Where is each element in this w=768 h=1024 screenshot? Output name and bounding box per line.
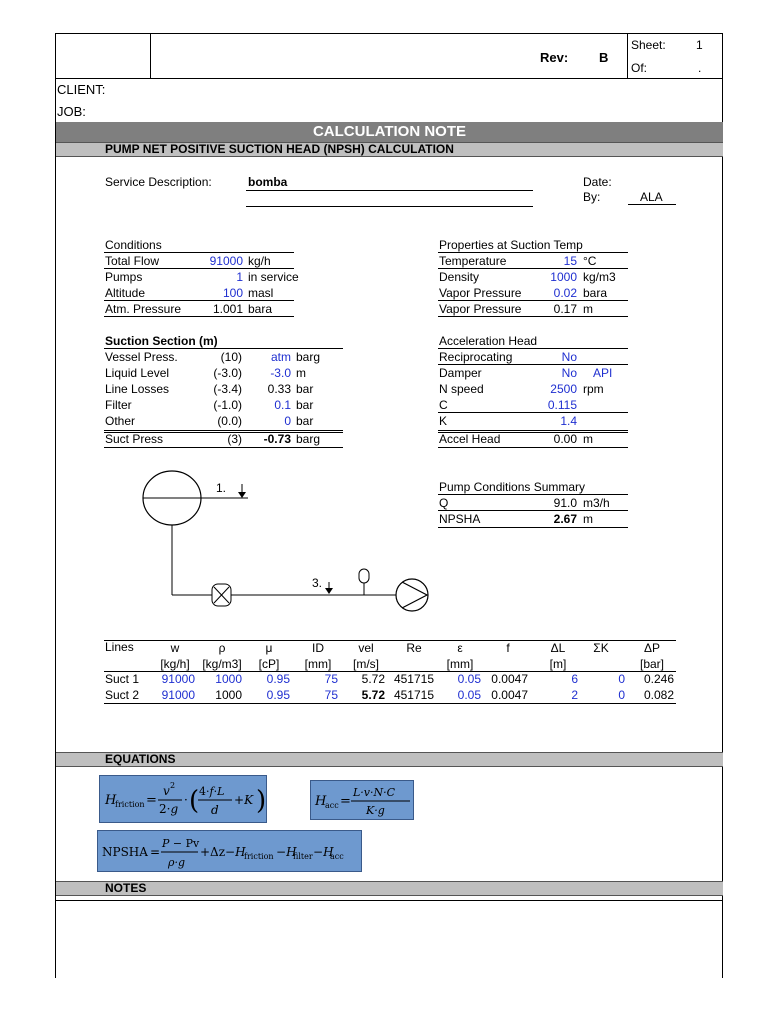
- properties-rule: [438, 268, 628, 269]
- suction-paren: (-1.0): [213, 398, 242, 412]
- lines-header: f: [506, 641, 510, 655]
- svg-text:L·v·N·C: L·v·N·C: [353, 786, 396, 799]
- table-cell: 451715: [393, 672, 434, 686]
- svg-text:NPSHA: NPSHA: [102, 845, 148, 859]
- job-label: JOB:: [57, 104, 86, 119]
- conditions-title: Conditions: [105, 238, 162, 252]
- summary-label: NPSHA: [439, 512, 481, 526]
- by-value[interactable]: ALA: [640, 190, 663, 204]
- acceleration-rule: [438, 364, 628, 365]
- acceleration-rule-top: [438, 348, 628, 349]
- equations-title: EQUATIONS: [105, 752, 176, 766]
- header-bottom-border: [55, 78, 723, 79]
- conditions-unit: bara: [248, 302, 273, 316]
- acceleration-label: N speed: [439, 382, 484, 396]
- suction-rule-top: [104, 348, 343, 349]
- suction-label: Vessel Press.: [105, 350, 178, 364]
- conditions-rule-top: [104, 252, 294, 253]
- conditions-unit: in service: [248, 270, 299, 284]
- properties-label: Temperature: [439, 254, 507, 268]
- table-cell[interactable]: 75: [324, 672, 338, 686]
- suction-paren: (-3.4): [213, 382, 242, 396]
- service-underline-2: [246, 206, 533, 207]
- acceleration-label: Damper: [439, 366, 482, 380]
- suction-unit: m: [296, 366, 306, 380]
- summary-rule-bottom: [438, 527, 628, 528]
- svg-text:2·g: 2·g: [159, 802, 179, 816]
- properties-value: 0.17: [553, 302, 577, 316]
- table-cell[interactable]: 91000: [161, 688, 195, 702]
- by-underline: [628, 204, 676, 205]
- lines-header: Lines: [105, 640, 134, 654]
- acceleration-title: Acceleration Head: [439, 334, 538, 348]
- svg-text:H: H: [105, 793, 117, 808]
- suction-unit: bar: [296, 414, 314, 428]
- suction-total-unit: barg: [296, 432, 321, 446]
- properties-label: Vapor Pressure: [439, 302, 522, 316]
- conditions-label: Total Flow: [105, 254, 160, 268]
- summary-rule-top: [438, 494, 628, 495]
- acceleration-rule-total-1: [438, 430, 628, 431]
- acceleration-rule: [438, 412, 628, 413]
- table-cell: 5.72: [361, 688, 385, 702]
- table-cell: 0.0047: [491, 688, 528, 702]
- svg-text:4·f·L: 4·f·L: [199, 785, 225, 798]
- suction-unit: bar: [296, 382, 314, 396]
- summary-unit: m: [583, 512, 593, 526]
- sheet-value: 1: [696, 38, 703, 52]
- conditions-rule-bottom: [104, 316, 294, 317]
- svg-text:=: =: [150, 845, 161, 859]
- page-left-border: [55, 33, 56, 978]
- npsha-equation: [97, 830, 362, 872]
- of-value: .: [698, 61, 702, 75]
- acceleration-label: C: [439, 398, 448, 412]
- suction-total-value: -0.73: [263, 432, 291, 446]
- svg-text:H: H: [315, 794, 327, 809]
- table-cell[interactable]: 75: [324, 688, 338, 702]
- suction-value[interactable]: -3.0: [270, 366, 291, 380]
- level-arrow-icon: [238, 492, 246, 498]
- properties-value[interactable]: 15: [563, 254, 577, 268]
- conditions-rule: [104, 300, 294, 301]
- notes-title: NOTES: [105, 881, 147, 895]
- acceleration-rule-bottom: [438, 447, 628, 448]
- svg-text:−H: −H: [313, 845, 334, 859]
- properties-unit: °C: [583, 254, 597, 268]
- subtitle-band: [56, 142, 723, 157]
- table-cell: 0.246: [643, 672, 674, 686]
- table-row-name: Suct 2: [105, 688, 140, 702]
- svg-text:+Δz−H: +Δz−H: [200, 845, 246, 859]
- summary-label: Q: [439, 496, 449, 510]
- svg-text:acc: acc: [330, 852, 344, 861]
- lines-unit: [mm]: [446, 657, 474, 671]
- page-right-border: [722, 33, 723, 978]
- suction-diagram: [130, 460, 440, 620]
- conditions-label: Atm. Pressure: [105, 302, 182, 316]
- suction-rule-total-1: [104, 430, 343, 431]
- acceleration-unit: rpm: [583, 382, 604, 396]
- table-cell[interactable]: 0: [618, 672, 625, 686]
- acceleration-value[interactable]: 1.4: [560, 414, 577, 428]
- lines-header: ΣK: [593, 641, 609, 655]
- summary-unit: m3/h: [583, 496, 610, 510]
- lines-header: w: [170, 641, 180, 655]
- svg-text:friction: friction: [115, 800, 145, 809]
- of-label: Of:: [631, 61, 648, 75]
- rev-value: B: [599, 50, 609, 65]
- lines-unit: [kg/h]: [160, 657, 190, 671]
- table-cell: 451715: [393, 688, 434, 702]
- lines-header: ΔL: [550, 641, 566, 655]
- acceleration-label: Reciprocating: [439, 350, 513, 364]
- lines-header: ΔP: [643, 641, 661, 655]
- acceleration-value[interactable]: No: [561, 366, 577, 380]
- suction-value: 0.33: [267, 382, 291, 396]
- notes-area[interactable]: [56, 901, 722, 977]
- table-cell[interactable]: 0.95: [266, 672, 290, 686]
- header-divider-2: [627, 33, 628, 78]
- header-divider-1: [150, 33, 151, 78]
- suction-unit: bar: [296, 398, 314, 412]
- summary-value: 91.0: [553, 496, 577, 510]
- acceleration-value[interactable]: No: [561, 350, 577, 364]
- properties-unit: m: [583, 302, 593, 316]
- lines-header: Re: [406, 641, 422, 655]
- summary-rule: [438, 510, 628, 511]
- properties-rule-bottom: [438, 316, 628, 317]
- lines-header: ρ: [218, 641, 226, 655]
- suction-unit: barg: [296, 350, 321, 364]
- friction-equation: [99, 775, 267, 823]
- conditions-value: 1.001: [212, 302, 243, 316]
- summary-title: Pump Conditions Summary: [439, 480, 586, 494]
- suction-paren: (-3.0): [213, 366, 242, 380]
- svg-text:friction: friction: [244, 852, 274, 861]
- title-band: [56, 122, 723, 142]
- conditions-label: Altitude: [105, 286, 146, 300]
- properties-unit: bara: [583, 286, 608, 300]
- svg-text:=: =: [146, 793, 157, 808]
- diagram-label-1: 1.: [216, 481, 227, 495]
- table-cell: 0.0047: [491, 672, 528, 686]
- suction-rule-bottom: [104, 447, 343, 448]
- svg-text:−H: −H: [276, 845, 297, 859]
- table-cell: 1000: [215, 688, 242, 702]
- acceleration-total-unit: m: [583, 432, 593, 446]
- conditions-unit: masl: [248, 286, 274, 300]
- properties-value[interactable]: 1000: [550, 270, 577, 284]
- point3-arrow-icon: [325, 588, 333, 594]
- service-underline-1: [246, 190, 533, 191]
- svg-text:2: 2: [170, 781, 176, 790]
- svg-text:K·g: K·g: [366, 804, 385, 817]
- sheet-label: Sheet:: [631, 38, 666, 52]
- svg-text:(: (: [189, 786, 200, 816]
- properties-value[interactable]: 0.02: [553, 286, 577, 300]
- acceleration-total-value: 0.00: [553, 432, 577, 446]
- by-label: By:: [583, 190, 601, 204]
- table-cell[interactable]: 91000: [161, 672, 195, 686]
- properties-rule: [438, 300, 628, 301]
- properties-label: Density: [439, 270, 480, 284]
- svg-text:d: d: [211, 803, 219, 817]
- lines-unit: [m]: [549, 657, 567, 671]
- properties-label: Vapor Pressure: [439, 286, 522, 300]
- properties-rule-top: [438, 252, 628, 253]
- page-subtitle: PUMP NET POSITIVE SUCTION HEAD (NPSH) CALCULATION: [105, 142, 454, 156]
- table-cell[interactable]: 0.95: [266, 688, 290, 702]
- svg-text:=: =: [340, 794, 351, 809]
- conditions-unit: kg/h: [248, 254, 271, 268]
- page-title: CALCULATION NOTE: [312, 123, 467, 140]
- conditions-value[interactable]: 100: [222, 286, 243, 300]
- date-label: Date:: [583, 175, 612, 189]
- svg-text:ρ·g: ρ·g: [168, 856, 186, 869]
- service-description-value[interactable]: bomba: [248, 175, 288, 189]
- suction-label: Liquid Level: [105, 366, 170, 380]
- acceleration-unit[interactable]: API: [593, 366, 613, 380]
- lines-unit: [cP]: [258, 657, 280, 671]
- svg-text:v: v: [163, 784, 170, 798]
- lines-unit: [bar]: [639, 657, 664, 671]
- diagram-label-3: 3.: [312, 576, 323, 590]
- svg-text:P − Pv: P − Pv: [162, 837, 200, 850]
- gauge-icon: [359, 569, 369, 583]
- equations-band: [56, 752, 723, 767]
- lines-table-rule-bottom: [104, 703, 676, 704]
- lines-unit: [kg/m3]: [202, 657, 242, 671]
- conditions-value[interactable]: 1: [236, 270, 243, 284]
- suction-title: Suction Section (m): [105, 334, 218, 348]
- lines-header: vel: [358, 641, 374, 655]
- suction-total-label: Suct Press: [105, 432, 164, 446]
- client-label: CLIENT:: [57, 82, 106, 97]
- rev-label: Rev:: [540, 50, 569, 65]
- summary-value: 2.67: [553, 512, 577, 526]
- lines-header: ID: [312, 641, 324, 655]
- svg-text:+K: +K: [234, 793, 254, 807]
- table-cell[interactable]: 0.05: [457, 688, 481, 702]
- suction-label: Line Losses: [105, 382, 170, 396]
- notes-band: [56, 881, 723, 896]
- service-description-label: Service Description:: [105, 175, 212, 189]
- table-cell[interactable]: 2: [571, 688, 578, 702]
- suction-label: Filter: [105, 398, 132, 412]
- table-cell[interactable]: 6: [571, 672, 578, 686]
- suction-paren: (10): [220, 350, 242, 364]
- suction-paren: (0.0): [217, 414, 242, 428]
- suction-label: Other: [105, 414, 136, 428]
- properties-title: Properties at Suction Temp: [439, 238, 583, 252]
- table-cell[interactable]: 0.05: [457, 672, 481, 686]
- header-top-border: [55, 33, 723, 34]
- svg-text:·: ·: [184, 793, 188, 807]
- acceleration-equation: [310, 780, 414, 820]
- acceleration-value[interactable]: 2500: [550, 382, 577, 396]
- acceleration-total-label: Accel Head: [439, 432, 501, 446]
- conditions-value[interactable]: 91000: [209, 254, 243, 268]
- acceleration-value[interactable]: 0.115: [547, 398, 577, 412]
- lines-header: ε: [457, 641, 463, 655]
- conditions-rule: [104, 268, 294, 269]
- table-cell: 5.72: [361, 672, 385, 686]
- table-cell[interactable]: 0: [618, 688, 625, 702]
- pump-icon: [396, 579, 428, 611]
- suction-value[interactable]: 0: [284, 414, 291, 428]
- svg-text:): ): [256, 786, 266, 816]
- lines-unit: [mm]: [304, 657, 332, 671]
- lines-header: μ: [265, 641, 273, 655]
- table-cell[interactable]: 1000: [215, 672, 242, 686]
- suction-value[interactable]: 0.1: [274, 398, 291, 412]
- suction-total-paren: (3): [227, 432, 242, 446]
- svg-text:filter: filter: [293, 852, 313, 861]
- svg-text:acc: acc: [325, 801, 339, 810]
- table-cell: 0.082: [643, 688, 674, 702]
- properties-unit: kg/m3: [583, 270, 616, 284]
- conditions-label: Pumps: [105, 270, 143, 284]
- acceleration-label: K: [439, 414, 448, 428]
- suction-value[interactable]: atm: [270, 350, 291, 364]
- table-row-name: Suct 1: [105, 672, 140, 686]
- lines-unit: [m/s]: [353, 657, 379, 671]
